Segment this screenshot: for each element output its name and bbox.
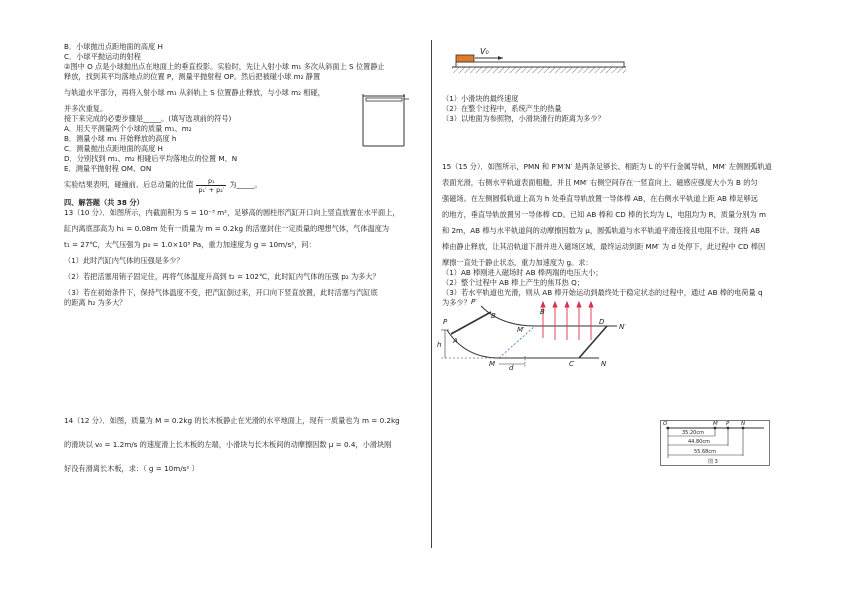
q15-sub-2: （2）整个过程中 AB 棒上产生的焦耳热 Q；: [442, 278, 584, 287]
ruler-label-m: M: [713, 421, 718, 427]
label-n-prime: N′: [619, 323, 626, 331]
q13-text-2: 缸内离底部高为 h₁ = 0.08m 处有一质量为 m = 0.2kg 的活塞封住一定质量的理想气体，气体温度为: [64, 224, 390, 233]
ruler-label-o: O: [663, 421, 668, 427]
rail-figure: [437, 296, 655, 372]
q13-sub-3a: （3）若在初始条件下，保持气体温度不变，把汽缸倒过来，开口向下竖直放置，此时活塞与汽缸底: [64, 288, 378, 297]
option-c: C．小球平抛运动的射程: [64, 52, 141, 61]
label-n: N: [601, 360, 607, 368]
ruler-label-n: N: [741, 421, 746, 427]
column-divider: [431, 40, 432, 548]
label-d: D: [599, 318, 605, 326]
ruler-figure: [660, 420, 770, 466]
section-title: 四、解答题（共 38 分）: [64, 198, 144, 207]
label-m: M: [489, 360, 496, 368]
label-b-rod: B: [491, 312, 496, 320]
label-d-distance: d: [509, 364, 514, 372]
q13-sub-1: （1）此时汽缸内气体的压强是多少？: [64, 256, 184, 265]
right-column: [442, 94, 802, 308]
option-b: B．小球抛出点距地面的高度 H: [64, 42, 163, 51]
q15-sub-1: （1）AB 棒刚进入磁场时 AB 棒两端的电压大小；: [442, 268, 603, 277]
q15-text-2: 表面光滑，右侧水平轨道表面粗糙，并且 MM′ 右侧空间存在一竖直向上、磁感应强度大小为 B 的匀: [442, 178, 758, 187]
label-b-field: B: [540, 308, 545, 316]
q15-sub-3a: （3）若水平轨道也光滑，则从 AB 棒开始运动到最终处于稳定状态的过程中，通过 AB 棒的电荷量 q: [442, 288, 763, 297]
label-m-prime: M′: [517, 326, 525, 334]
step-option-e: E．测量平抛射程 OM、ON: [64, 164, 152, 173]
ruler-dist-2: 44.80cm: [688, 439, 710, 445]
result-prefix: 实验结果表明，碰撞前、后总动量的比值: [64, 180, 194, 189]
board-figure: [448, 44, 630, 76]
experiment-text-5: 接下来完成的必要步骤是_____。(填写选项前的符号): [64, 114, 232, 123]
label-p: P: [443, 318, 448, 326]
q13-text-3: t₁ = 27℃，大气压强为 p₀ = 1.0×10⁵ Pa，重力加速度为 g = 10m/s²，问：: [64, 240, 316, 249]
velocity-arrowhead: [498, 56, 503, 60]
q13-sub-2: （2）若把活塞用销子固定住，再将气体温度升高到 t₂ = 102℃，此时缸内气体的压强 p₂ 为多大？: [64, 272, 380, 281]
experiment-text-2: 释放，找到其平均落地点的位置 P，测量平抛射程 OP。然后把被碰小球 m₂ 静置: [64, 72, 321, 81]
experiment-text-4: 并多次重复。: [64, 104, 108, 113]
ruler-caption: 图 3: [708, 459, 718, 465]
ruler-dist-3: 55.68cm: [694, 449, 716, 455]
track-slot: [366, 98, 402, 101]
q13-sub-3b: 的距离 h₂ 为多大？: [64, 298, 127, 307]
q14-text-3: 好没有滑离长木板，求：（ g = 10m/s² ）: [64, 464, 199, 473]
slider-block: [456, 55, 474, 62]
q14-sub-3: （3）以地面为参照物，小滑块滑行的距离为多少？: [442, 114, 605, 123]
q15-text-7: 摩擦一直处于静止状态，重力加速度为 g。求：: [442, 258, 593, 267]
label-h: h: [437, 341, 442, 349]
ground-hatch: [452, 67, 626, 73]
q15-text-1: 15（15 分）．如图所示，PMN 和 P′M′N′ 是两条足够长、相距为 L 的平行金属导轨，MM′ 左侧圆弧轨道: [442, 162, 772, 171]
label-c: C: [569, 360, 574, 368]
q14-text-2: 的滑块以 v₀ = 1.2m/s 的速度滑上长木板的左端，小滑块与长木板间的动摩擦因数 μ = 0.4，小滑块刚: [64, 440, 392, 449]
ruler-label-p: P: [726, 421, 730, 427]
rod-ab: [451, 312, 491, 334]
experiment-text-3: 与轨道水平部分，再将入射小球 m₁ 从斜轨上 S 位置静止释放，与小球 m₂ 相碰，: [64, 88, 325, 97]
label-p-prime: P′: [471, 298, 477, 306]
velocity-label: V₀: [480, 47, 489, 56]
arc-rail-far: [481, 306, 535, 326]
q15-text-5: 和 2m，AB 棒与水平轨道间的动摩擦因数为 μ，圆弧轨道与水平轨道平滑连接且电阻不计。现将 AB: [442, 226, 761, 235]
track-figure: [355, 88, 415, 150]
q14-sub-1: （1）小滑块的最终速度: [442, 94, 519, 103]
q15-text-4: 的地方，垂直导轨放置另一导体棒 CD。已知 AB 棒和 CD 棒的长均为 L，电阻均为 R，质量分别为 m: [442, 210, 766, 219]
q15-text-3: 强磁场。在左侧圆弧轨道上高为 h 处垂直导轨放置一导体棒 AB，在右侧水平轨道上距 AB 棒足够远: [442, 194, 758, 203]
ruler-dist-1: 35.20cm: [682, 430, 704, 436]
long-board: [456, 62, 624, 67]
experiment-text-1: ②图中 O 点是小球抛出点在地面上的垂直投影。实验时，先让入射小球 m₁ 多次从斜面上 S 位置静止: [64, 62, 385, 71]
result-suffix: 为_____。: [229, 180, 262, 189]
q14-text-1: 14（12 分）．如图，质量为 M = 0.2kg 的长木板静止在光滑的水平地面上，现有一质量也为 m = 0.2kg: [64, 416, 400, 425]
ratio-numerator: p₁: [208, 176, 215, 185]
step-option-a: A．用天平测量两个小球的质量 m₁、m₂: [64, 124, 192, 133]
q14-sub-2: （2）在整个过程中，系统产生的热量: [442, 104, 562, 113]
step-option-c: C．测量抛出点距地面的高度 H: [64, 144, 163, 153]
step-option-b: B．测量小球 m₁ 开始释放的高度 h: [64, 134, 177, 143]
momentum-ratio: [196, 177, 226, 194]
step-option-d: D．分别找到 m₁、m₂ 相碰后平均落地点的位置 M、N: [64, 154, 238, 163]
ratio-denominator: p₁′ + p₂′: [198, 185, 225, 194]
q15-sub-3b: 为多少？: [442, 298, 471, 307]
field-lines: [541, 302, 593, 340]
rod-cd: [579, 326, 607, 358]
q13-text-1: 13（10 分）．如图所示，内截面积为 S = 10⁻³ m²，足够高的圆柱形汽缸开口向上竖直放置在水平面上，: [64, 208, 400, 217]
label-a: A: [453, 337, 458, 345]
result-line: [64, 174, 416, 196]
q15-text-6: 棒由静止释放，让其沿轨道下滑并进入磁场区域，最终运动到距 MM′ 为 d 处停下，此过程中 CD 棒因: [442, 242, 766, 251]
